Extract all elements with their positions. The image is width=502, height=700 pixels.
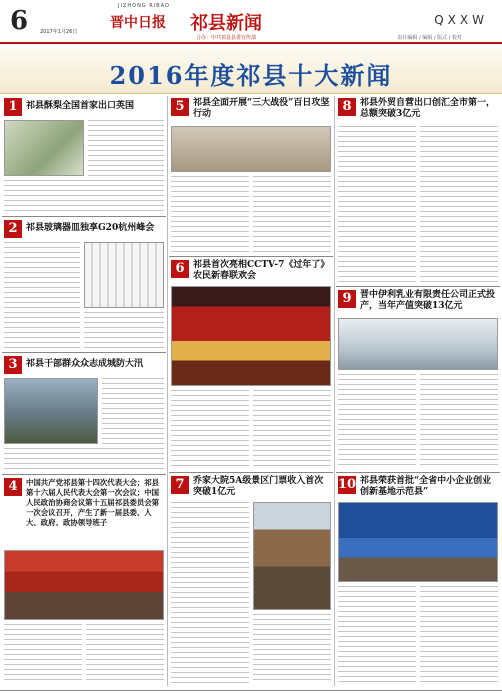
story-text — [4, 624, 82, 684]
story-1 — [2, 96, 166, 214]
page-footer — [0, 690, 502, 700]
flood-photo — [4, 378, 98, 444]
story-number: 8 — [338, 98, 356, 116]
story-9 — [336, 288, 500, 470]
logo-en: JIZHONG RIBAO — [118, 3, 170, 9]
story-headline: 祁县玻璃器皿独享G20杭州峰会 — [26, 223, 155, 233]
story-text — [420, 126, 498, 282]
glassware-photo — [84, 242, 164, 308]
story-text — [253, 390, 331, 468]
story-text — [84, 312, 164, 348]
headline-banner — [0, 48, 502, 94]
story-text — [4, 180, 164, 212]
story-7 — [169, 474, 333, 686]
congress-photo — [4, 550, 164, 620]
story-headline: 祁县首次亮相CCTV-7《过年了》农民新春联欢会 — [193, 260, 330, 281]
story-text — [171, 176, 249, 252]
page-number: 6 — [10, 6, 29, 36]
story-text — [253, 614, 331, 684]
story-4 — [2, 476, 166, 686]
story-text — [420, 586, 498, 684]
story-headline: 中国共产党祁县第十四次代表大会；祁县第十六届人民代表大会第一次会议；中国人民政治协商会议第十五届祁县委员会第一次会议召开，产生了新一届县委、人大、政府、政协领导班子 — [26, 478, 160, 527]
innovation-base-photo — [338, 502, 498, 582]
story-text — [338, 126, 416, 282]
story-text — [4, 448, 164, 470]
story-number: 5 — [171, 98, 189, 116]
story-headline: 祁县荣获首批“全省中小企业创业创新基地示范县” — [360, 476, 492, 497]
banner-title: 2016年度祁县十大新闻 — [109, 61, 393, 90]
qiao-family-compound-photo — [253, 502, 331, 610]
story-number: 6 — [171, 260, 189, 278]
column-left — [2, 96, 166, 686]
story-text — [171, 390, 249, 468]
story-text — [338, 586, 416, 684]
story-text — [420, 374, 498, 468]
story-number: 10 — [338, 477, 357, 492]
story-3 — [2, 354, 166, 472]
section-tag: QXXW — [434, 13, 488, 27]
editor-credits: 责任编辑 / 编辑 / 版式 / 校对 — [397, 35, 462, 41]
dairy-plant-photo — [338, 318, 498, 370]
story-number: 4 — [4, 478, 22, 496]
story-headline: 祁县全面开展“三大战役”百日攻坚行动 — [193, 98, 330, 119]
story-text — [171, 502, 249, 684]
story-number: 9 — [338, 290, 356, 308]
masthead — [0, 0, 502, 44]
column-middle — [169, 96, 333, 686]
campaign-photo — [171, 126, 331, 172]
story-text — [253, 176, 331, 252]
story-headline: 祁县外贸自营出口创汇全市第一，总额突破3亿元 — [360, 98, 496, 119]
story-headline: 晋中伊利乳业有限责任公司正式投产，当年产值突破13亿元 — [360, 290, 496, 311]
column-right — [336, 96, 500, 686]
story-text — [102, 378, 164, 444]
story-5 — [169, 96, 333, 254]
cctv-gala-photo — [171, 286, 331, 386]
story-headline: 乔家大院5A级景区门票收入首次突破1亿元 — [193, 476, 324, 497]
story-6 — [169, 258, 333, 470]
issue-date: 2017年1月26日 — [40, 29, 78, 35]
newspaper-logo: 晋中日报 — [110, 15, 166, 31]
story-number: 3 — [4, 356, 22, 374]
story-10 — [336, 474, 500, 686]
story-text — [88, 120, 164, 176]
story-2 — [2, 218, 166, 350]
story-number: 7 — [171, 476, 189, 494]
section-title: 祁县新闻 — [190, 13, 262, 34]
pears-photo — [4, 120, 84, 176]
story-text — [4, 242, 80, 348]
story-headline: 祁县酥梨全国首家出口英国 — [26, 101, 135, 111]
story-headline: 祁县干部群众众志成城防大汛 — [26, 359, 144, 369]
story-number: 2 — [4, 220, 22, 238]
story-8 — [336, 96, 500, 284]
story-text — [338, 374, 416, 468]
story-text — [86, 624, 164, 684]
story-number: 1 — [4, 98, 22, 116]
co-organizer: 合办：中共祁县县委宣传部 — [196, 35, 257, 41]
